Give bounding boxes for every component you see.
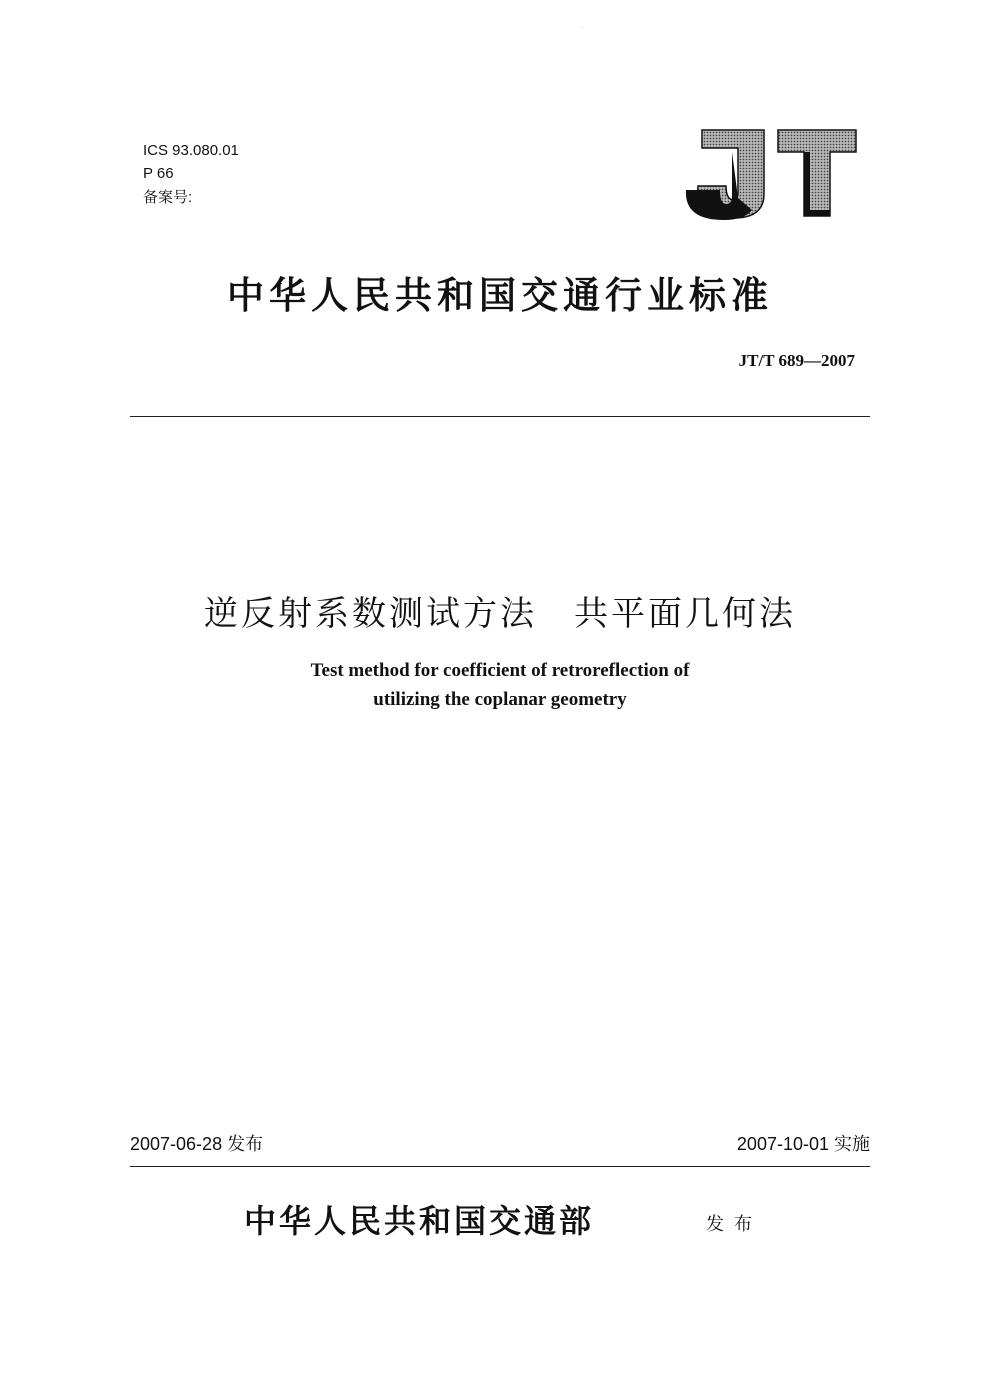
publication-date: 2007-06-28 发布 <box>130 1134 264 1154</box>
implementation-date: 2007-10-01 实施 <box>736 1134 870 1154</box>
document-title-zh: 逆反射系数测试方法 共平面几何法 <box>204 594 796 634</box>
standard-number: JT/T 689—2007 <box>738 351 855 370</box>
issuing-authority: 中华人民共和国交通部 <box>244 1202 595 1240</box>
title-en-line-1: Test method for coefficient of retroreflection of <box>310 660 690 681</box>
logo-text: JT <box>582 28 583 29</box>
ics-code: ICS 93.080.01 <box>143 142 239 159</box>
top-divider <box>130 416 870 417</box>
title-en-line-2: utilizing the coplanar geometry <box>373 689 627 710</box>
standard-title: 中华人民共和国交通行业标准 <box>227 273 773 317</box>
jt-logo <box>582 28 858 220</box>
classification-code: P 66 <box>143 165 174 182</box>
record-number-label: 备案号: <box>143 189 193 206</box>
issue-label: 发布 <box>706 1214 762 1235</box>
bottom-divider <box>130 1166 870 1167</box>
document-title-en <box>0 656 1000 714</box>
